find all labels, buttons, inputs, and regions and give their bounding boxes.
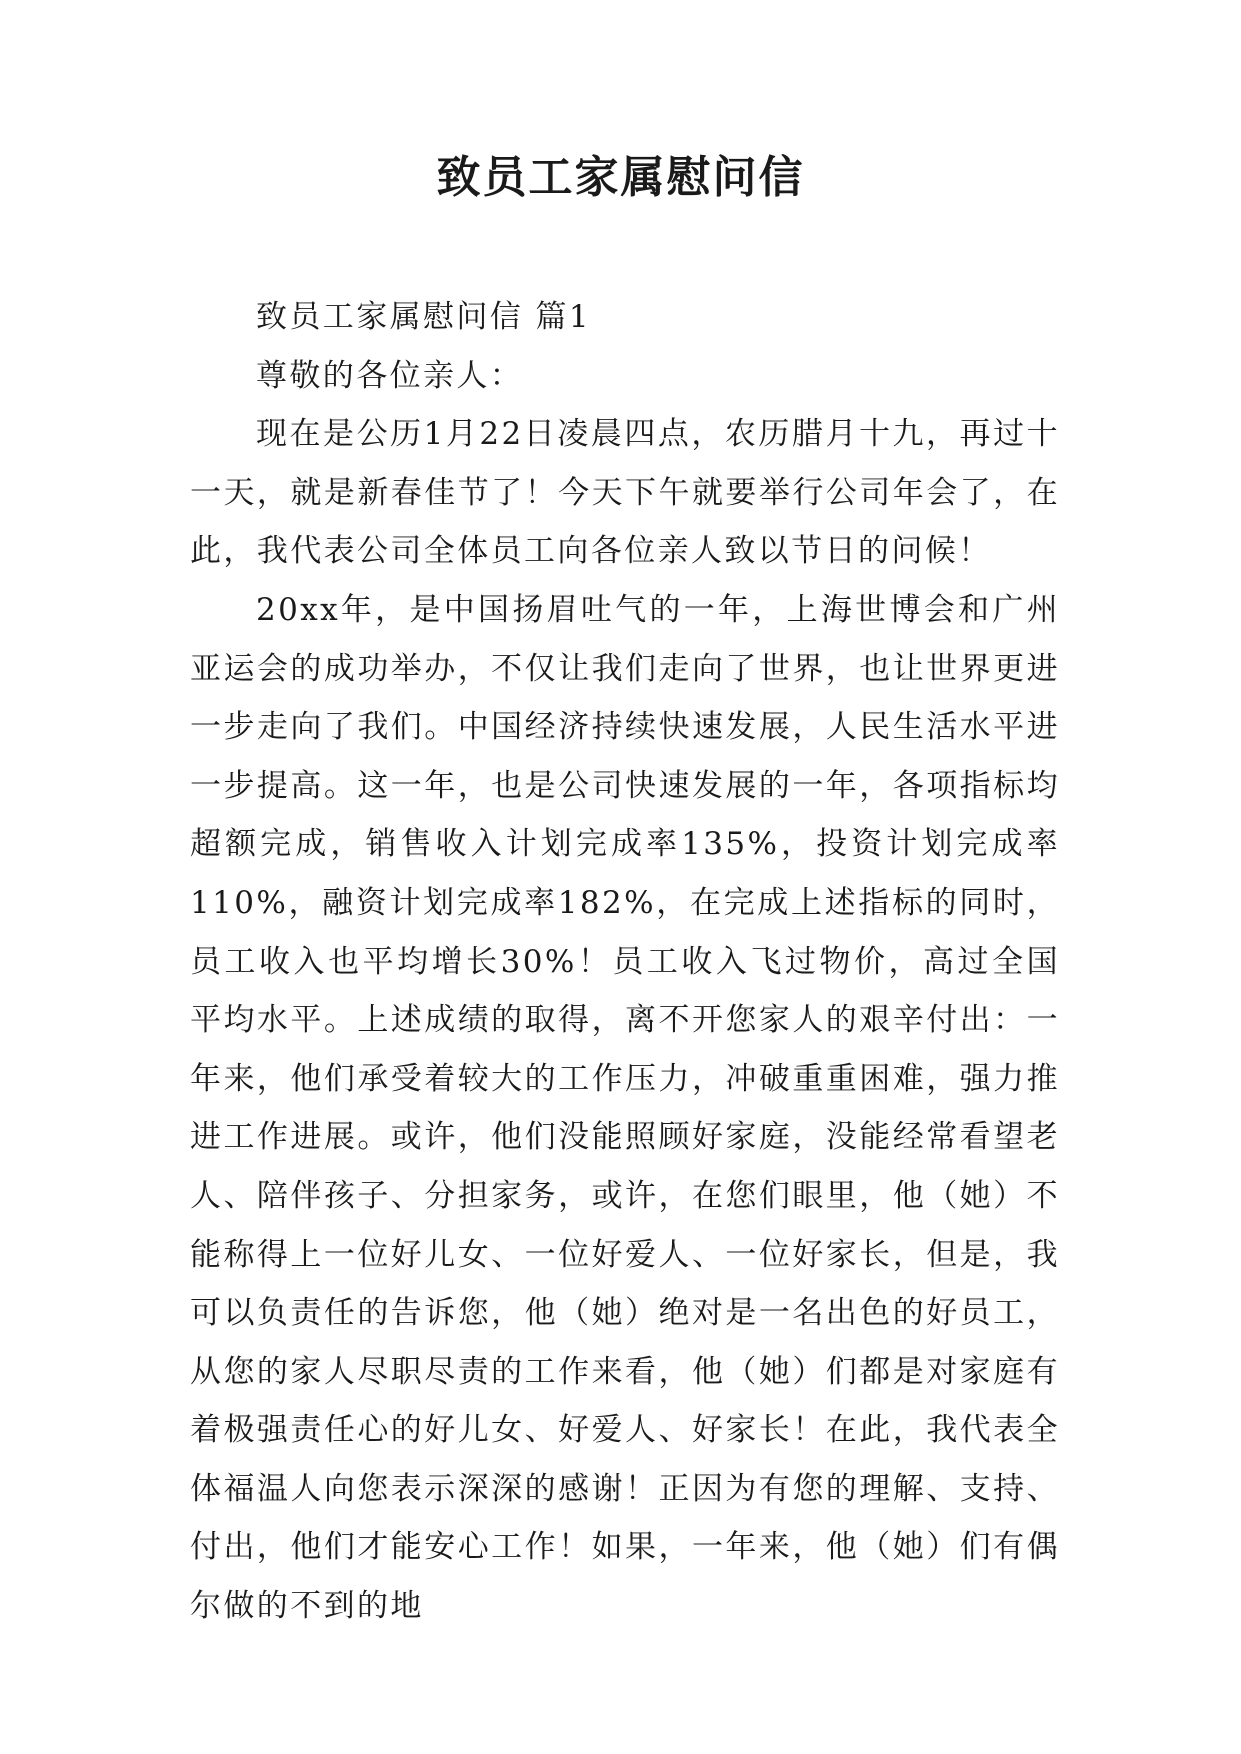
body-paragraph: 20xx年，是中国扬眉吐气的一年，上海世博会和广州亚运会的成功举办，不仅让我们走向了世界，也让世界更进一步走向了我们。中国经济持续快速发展，人民生活水平进一步提高。这一年，也是公司快速发展的一年，各项指标均超额完成，销售收入计划完成率135%，投资计划完成率110%，融资计划完成率182%，在完成上述指标的同时，员工收入也平均增长30%！员工收入飞过物价，高过全国平均水平。上述成绩的取得，离不开您家人的艰辛付出：一年来，他们承受着较大的工作压力，冲破重重困难，强力推进工作进展。或许，他们没能照顾好家庭，没能经常看望老人、陪伴孩子、分担家务，或许，在您们眼里，他（她）不能称得上一位好儿女、一位好爱人、一位好家长，但是，我可以负责任的告诉您，他（她）绝对是一名出色的好员工，从您的家人尽职尽责的工作来看，他（她）们都是对家庭有着极强责任心的好儿女、好爱人、好家长！在此，我代表全体福温人向您表示深深的感谢！正因为有您的理解、支持、付出，他们才能安心工作！如果，一年来，他（她）们有偶尔做的不到的地 bbox=[190, 591, 1060, 1625]
section-heading: 致员工家属慰问信 篇1 bbox=[256, 299, 591, 335]
body-paragraph: 现在是公历1月22日凌晨四点，农历腊月十九，再过十一天，就是新春佳节了！今天下午就要举行公司年会了，在此，我代表公司全体员工向各位亲人致以节日的问候！ bbox=[190, 416, 1060, 570]
salutation: 尊敬的各位亲人： bbox=[256, 357, 524, 394]
document-body bbox=[190, 288, 1060, 1636]
document-title: 致员工家属慰问信 bbox=[436, 152, 805, 203]
